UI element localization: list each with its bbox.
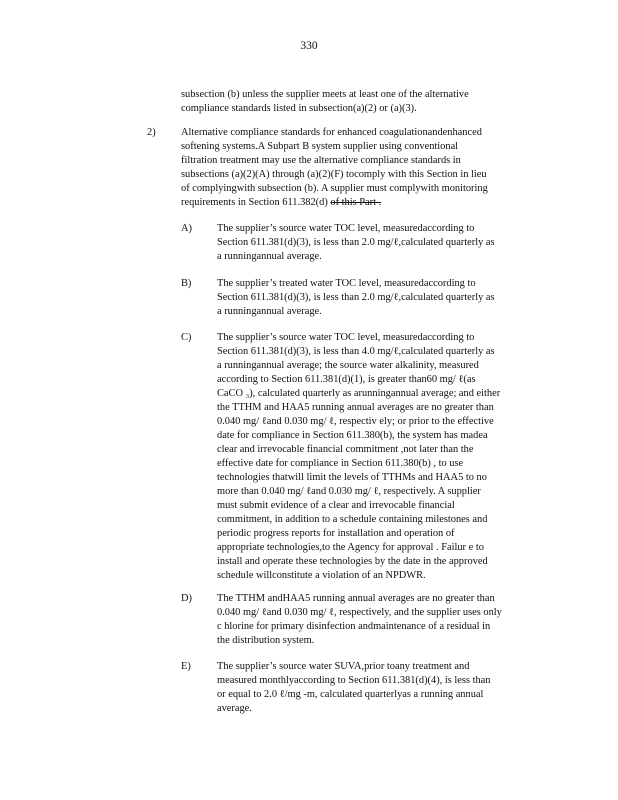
text-line: compliance standards listed in subsection(a)(2) or (a)(3). [181, 103, 417, 114]
text-line: The supplier’s source water SUVA,prior toany treatment and [217, 661, 470, 672]
text-line: Section 611.381(d)(3), is less than 2.0 mg/ℓ,calculated quarterly as [217, 237, 495, 248]
text-line: softening systems.A Subpart B system supplier using conventional [181, 141, 459, 152]
text-line: measured monthlyaccording to Section 611.381(d)(4), is less than [217, 675, 491, 686]
item-label: E) [181, 661, 191, 672]
text-line: The TTHM andHAA5 running annual averages are no greater than [217, 593, 495, 604]
text-line: of complyingwith subsection (b). A supplier must complywith monitoring [181, 183, 488, 194]
text-line: commitment, in addition to a schedule containing milestones and [217, 514, 488, 525]
text-line: a runningannual average; the source water alkalinity, measured [217, 360, 479, 371]
struck-text: of this Part . [330, 197, 382, 208]
text-line: a runningannual average. [217, 306, 322, 317]
text-line: a runningannual average. [217, 251, 322, 262]
text-line: filtration treatment may use the alternative compliance standards in [181, 155, 461, 166]
text-line [181, 196, 536, 210]
item-paragraph [217, 660, 537, 716]
text-line: The supplier’s source water TOC level, measuredaccording to [217, 223, 475, 234]
text-run: requirements in Section 611.382(d) [181, 197, 331, 208]
section-paragraph [181, 126, 536, 210]
text-line: Alternative compliance standards for enhanced coagulationandenhanced [181, 127, 482, 138]
text-line: date for compliance in Section 611.380(b), the system has madea [217, 430, 488, 441]
text-line: technologies thatwill limit the levels of TTHMs and HAA5 to no [217, 472, 487, 483]
text-line: Section 611.381(d)(3), is less than 2.0 mg/ℓ,calculated quarterly as [217, 292, 495, 303]
item-label: C) [181, 332, 192, 343]
text-line: clear and irrevocable financial commitment ,not later than the [217, 444, 474, 455]
text-line: schedule willconstitute a violation of an NPDWR. [217, 570, 426, 581]
item-label: B) [181, 278, 192, 289]
text-line: more than 0.040 mg/ ℓand 0.030 mg/ ℓ, respectively. A supplier [217, 486, 481, 497]
text-line: periodic progress reports for installation and operation of [217, 528, 455, 539]
text-line: install and operate these technologies by the date in the approved [217, 556, 488, 567]
text-line: The supplier’s source water TOC level, measuredaccording to [217, 332, 475, 343]
text-line: the TTHM and HAA5 running annual averages are no greater than [217, 402, 494, 413]
item-label: D) [181, 593, 192, 604]
text-line: average. [217, 703, 252, 714]
text-line: subsection (b) unless the supplier meets at least one of the alternative [181, 89, 469, 100]
text-line: The supplier’s treated water TOC level, measuredaccording to [217, 278, 476, 289]
text-line: must submit evidence of a clear and irrevocable financial [217, 500, 455, 511]
text-line: or equal to 2.0 ℓ/mg -m, calculated quarterlyas a running annual [217, 689, 484, 700]
text-line: 0.040 mg/ ℓand 0.030 mg/ ℓ, respectiv ely; or prior to the effective [217, 416, 494, 427]
text-line: according to Section 611.381(d)(1), is greater than60 mg/ ℓ(as [217, 374, 476, 385]
text-line: the distribution system. [217, 635, 315, 646]
text-line: effective date for compliance in Section 611.380(b) , to use [217, 458, 464, 469]
intro-paragraph [181, 88, 501, 116]
text-line: appropriate technologies,to the Agency for approval . Failur e to [217, 542, 484, 553]
text-line: 0.040 mg/ ℓand 0.030 mg/ ℓ, respectively, and the supplier uses only [217, 607, 502, 618]
item-paragraph [217, 222, 537, 264]
section-label: 2) [147, 127, 156, 138]
item-label: A) [181, 223, 192, 234]
text-line: Section 611.381(d)(3), is less than 4.0 mg/ℓ,calculated quarterly as [217, 346, 495, 357]
page-number: 330 [300, 40, 318, 52]
text-line: CaCO ₃), calculated quarterly as arunningannual average; and either [217, 388, 501, 399]
item-paragraph [217, 331, 537, 583]
text-line: c hlorine for primary disinfection andmaintenance of a residual in [217, 621, 491, 632]
item-paragraph [217, 277, 537, 319]
text-line: subsections (a)(2)(A) through (a)(2)(F) tocomply with this Section in lieu [181, 169, 487, 180]
item-paragraph [217, 592, 542, 648]
